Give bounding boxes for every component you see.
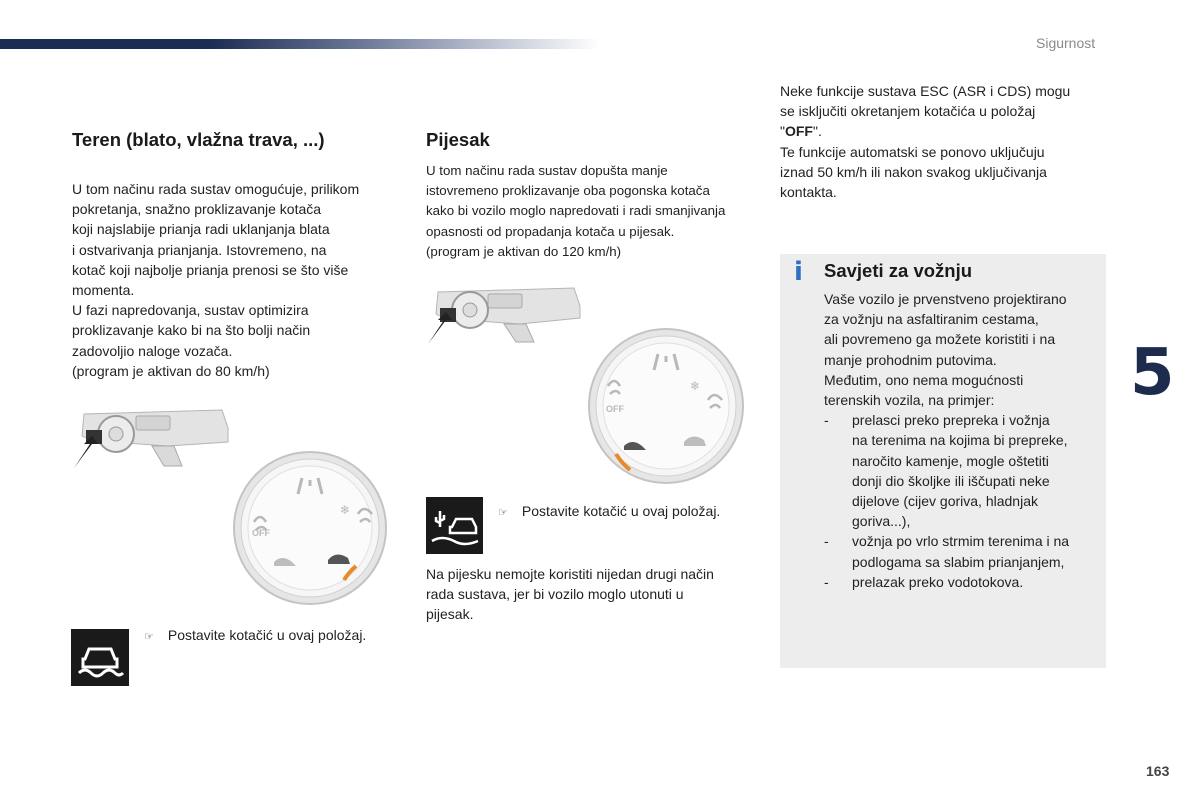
pointer-icon: ☞	[144, 631, 154, 643]
left-instruction-text: Postavite kotačić u ovaj položaj.	[167, 627, 367, 643]
tip-line: Vaše vozilo je prvenstveno projektirano	[824, 291, 1067, 307]
tip-list-item	[824, 572, 1100, 592]
dashboard-illustration-left	[72, 406, 232, 470]
tip-line: terenskih vozila, na primjer:	[824, 392, 995, 409]
left-body	[72, 179, 402, 381]
intro-line: kontakta.	[780, 184, 837, 201]
tip-list-item	[824, 531, 1100, 571]
middle-line: kako bi vozilo moglo napredovati i radi smanjivanja	[426, 203, 726, 219]
tip-item-line: goriva...),	[852, 513, 911, 530]
pointer-icon: ☞	[498, 507, 508, 519]
intro-line: se isključiti okretanjem kotačića u položaj	[780, 103, 1036, 120]
off-keyword: OFF	[784, 123, 813, 140]
tip-item-line: podlogama sa slabim prianjanjem,	[852, 553, 1065, 570]
tip-item-line: vožnja po vrlo strmim terenima i na	[852, 533, 1070, 550]
tip-line: za vožnju na asfaltiranim cestama,	[824, 311, 1039, 328]
chapter-number: 5	[1130, 336, 1175, 410]
info-icon: i	[794, 257, 803, 287]
quote-open: "	[780, 123, 785, 140]
middle-instruction	[498, 503, 720, 519]
mud-mode-icon	[71, 629, 129, 686]
middle-line: (program je aktivan do 120 km/h)	[426, 243, 622, 259]
list-dash: -	[824, 573, 829, 590]
dashboard-illustration-middle	[424, 284, 584, 346]
tip-item-line: na terenima na kojima bi prepreke,	[852, 432, 1068, 449]
middle-body	[426, 161, 766, 262]
intro-line: iznad 50 km/h ili nakon svakog uključivanja	[780, 163, 1047, 180]
header-accent-bar	[0, 39, 600, 49]
left-line: (program je aktivan do 80 km/h)	[72, 362, 270, 379]
middle-instruction-text: Postavite kotačić u ovaj položaj.	[521, 503, 721, 519]
mode-dial-middle	[586, 326, 746, 486]
list-dash: -	[824, 412, 829, 429]
tip-line: ali povremeno ga možete koristiti i na	[824, 331, 1056, 348]
page-number: 163	[1146, 763, 1170, 779]
tip-list	[824, 410, 1100, 592]
tip-body	[824, 289, 1100, 592]
left-instruction	[144, 627, 366, 643]
tip-item-line: prelasci preko prepreka i vožnja	[852, 412, 1050, 429]
left-line: momenta.	[72, 282, 135, 299]
middle-line: U tom načinu rada sustav dopušta manje	[426, 163, 668, 178]
dial-off-label: OFF	[606, 404, 624, 414]
intro-line: Te funkcije automatski se ponovo uključuju	[780, 143, 1045, 160]
middle-line: opasnosti od propadanja kotača u pijesak.	[426, 223, 675, 239]
left-line: zadovoljio naloge vozača.	[72, 342, 233, 359]
right-intro	[780, 81, 1120, 202]
tip-heading: Savjeti za vožnju	[824, 260, 973, 281]
intro-line-off	[780, 121, 1120, 141]
intro-line: Neke funkcije sustava ESC (ASR i CDS) mogu	[780, 83, 1071, 99]
left-line: proklizavanje kako bi na što bolji način	[72, 322, 311, 339]
warning-line: pijesak.	[426, 606, 474, 623]
left-line: pokretanja, snažno proklizavanje kotača	[72, 201, 322, 218]
middle-warning	[426, 564, 766, 625]
tip-item-line: donji dio školjke ili iščupati neke	[852, 472, 1050, 489]
list-dash: -	[824, 533, 829, 550]
svg-text:❄: ❄	[690, 379, 701, 393]
tip-item-line: prelazak preko vodotokova.	[852, 573, 1024, 590]
mode-dial-left	[232, 448, 388, 608]
tip-item-line: dijelove (cijev goriva, hladnjak	[852, 493, 1038, 510]
svg-text:❄: ❄	[340, 503, 351, 517]
tip-line: Međutim, ono nema mogućnosti	[824, 371, 1024, 388]
tip-list-item	[824, 410, 1100, 531]
left-heading: Teren (blato, vlažna trava, ...)	[72, 129, 325, 150]
left-line: U tom načinu rada sustav omogućuje, prilikom	[72, 181, 360, 197]
tip-line: manje prohodnim putovima.	[824, 351, 997, 368]
dial-off-label: OFF	[252, 528, 270, 538]
quote-close: ".	[812, 123, 822, 140]
tip-item-line: naročito kamenje, mogle oštetiti	[852, 452, 1049, 469]
middle-heading: Pijesak	[426, 129, 490, 150]
warning-line: rada sustava, jer bi vozilo moglo utonuti u	[426, 586, 684, 603]
left-line: kotač koji najbolje prianja prenosi se što više	[72, 261, 349, 278]
middle-line: istovremeno proklizavanje oba pogonska kotača	[426, 183, 710, 199]
left-line: i ostvarivanja prianjanja. Istovremeno, na	[72, 241, 327, 258]
sand-mode-icon	[426, 497, 483, 554]
section-title: Sigurnost	[1036, 35, 1096, 51]
left-line: koji najslabije prianja radi uklanjanja blata	[72, 221, 330, 238]
warning-line: Na pijesku nemojte koristiti nijedan drugi način	[426, 566, 714, 582]
left-line: U fazi napredovanja, sustav optimizira	[72, 302, 309, 319]
